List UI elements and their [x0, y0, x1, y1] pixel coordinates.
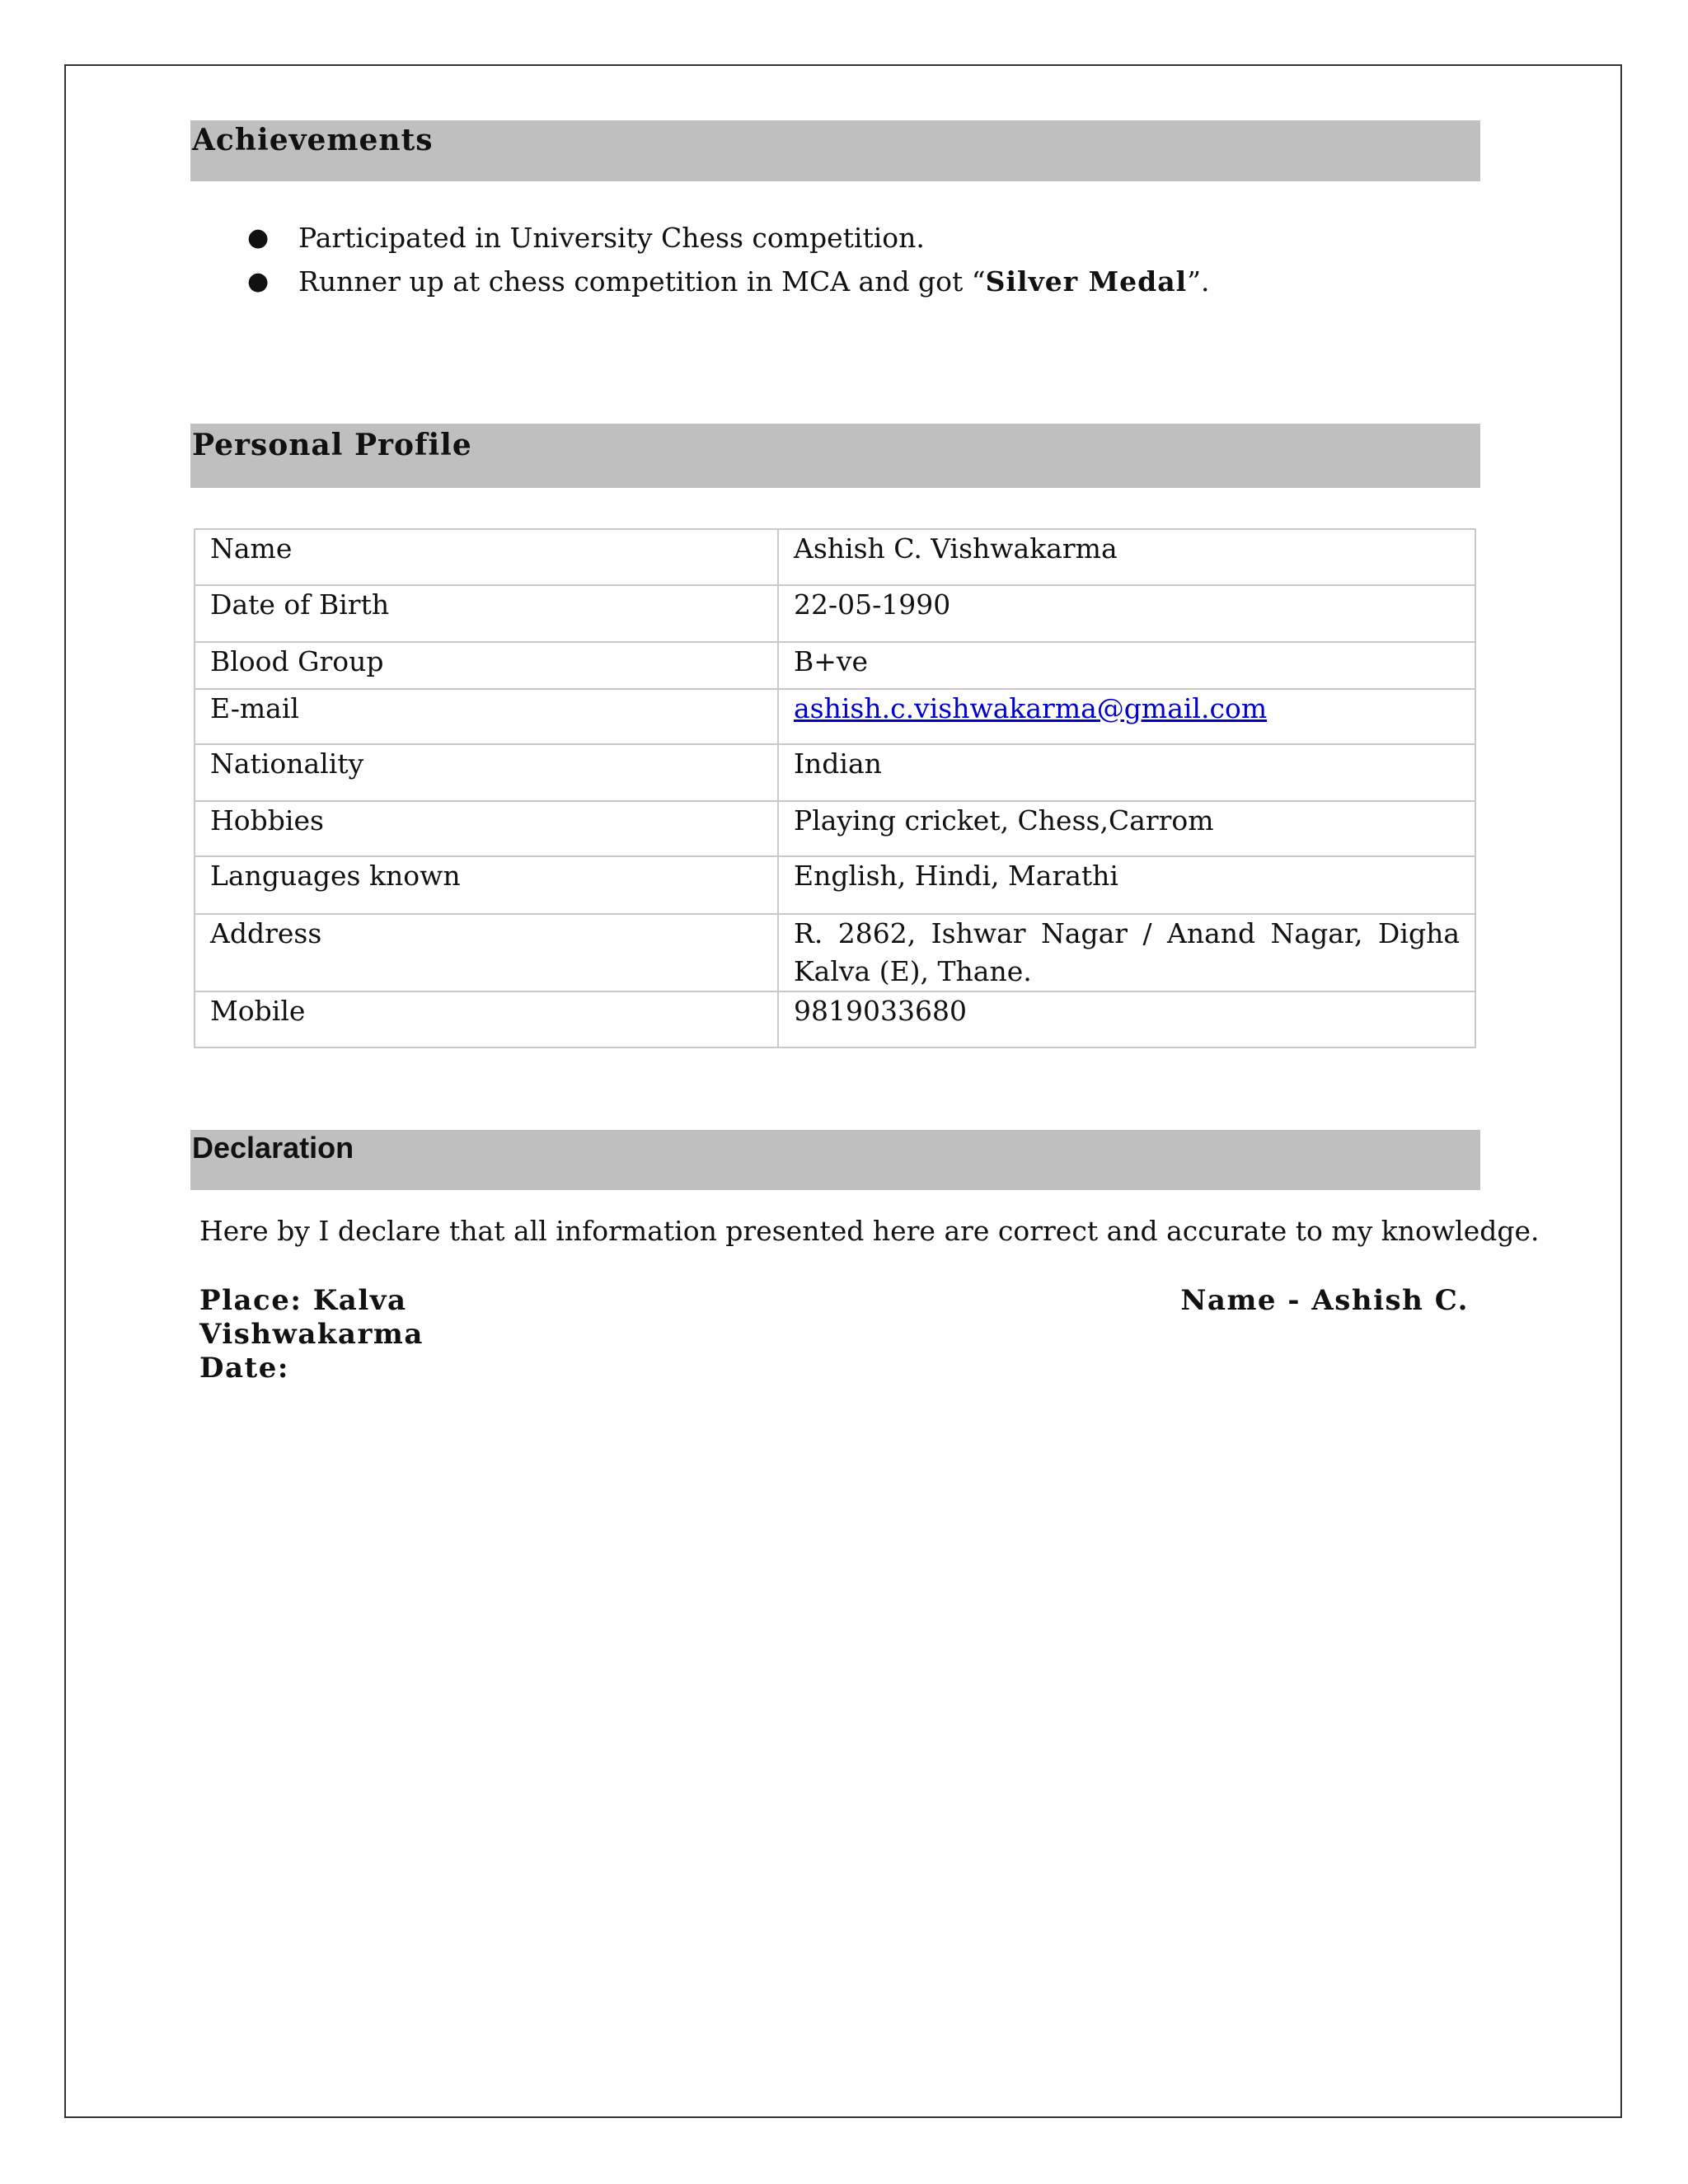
- place-label: Place: Kalva: [199, 1284, 407, 1317]
- row-key: Nationality: [195, 744, 778, 801]
- list-item: [247, 216, 1210, 260]
- row-value: Playing cricket, Chess,Carrom: [778, 801, 1475, 856]
- table-row: [195, 801, 1475, 856]
- row-value: B+ve: [778, 642, 1475, 689]
- declaration-text: Here by I declare that all information presented here are correct and accurate to my knowledge.: [199, 1215, 1540, 1247]
- row-value: R. 2862, Ishwar Nagar / Anand Nagar, Digha Kalva (E), Thane.: [778, 914, 1475, 991]
- row-value: Ashish C. Vishwakarma: [778, 529, 1475, 585]
- row-key: Name: [195, 529, 778, 585]
- row-key: Mobile: [195, 991, 778, 1047]
- row-key: Date of Birth: [195, 585, 778, 642]
- table-row: [195, 991, 1475, 1047]
- personal-profile-title: Personal Profile: [192, 428, 472, 462]
- email-link[interactable]: ashish.c.vishwakarma@gmail.com: [794, 692, 1268, 724]
- list-item: [247, 260, 1210, 303]
- achievements-header: [190, 120, 1480, 181]
- date-label: Date:: [199, 1352, 289, 1385]
- row-value: Indian: [778, 744, 1475, 801]
- table-row: [195, 529, 1475, 585]
- row-key: Hobbies: [195, 801, 778, 856]
- row-key: Languages known: [195, 856, 778, 914]
- row-value: [778, 689, 1475, 744]
- table-row: [195, 689, 1475, 744]
- achievement-highlight: Silver Medal: [985, 265, 1188, 298]
- table-row: [195, 744, 1475, 801]
- achievement-text: Participated in University Chess competition.: [298, 222, 925, 254]
- declaration-title: Declaration: [192, 1131, 354, 1165]
- personal-profile-table: [194, 528, 1476, 1048]
- row-key: Address: [195, 914, 778, 991]
- signature-block: [199, 1284, 424, 1385]
- table-row: [195, 642, 1475, 689]
- table-row: [195, 585, 1475, 642]
- table-row: [195, 856, 1475, 914]
- row-key: E-mail: [195, 689, 778, 744]
- row-value: 9819033680: [778, 991, 1475, 1047]
- bullet-icon: ●: [247, 223, 270, 252]
- table-row: [195, 914, 1475, 991]
- signature-name: Name - Ashish C.: [1180, 1284, 1469, 1317]
- declaration-header: [190, 1130, 1480, 1190]
- achievements-list: [247, 216, 1210, 303]
- page-border: [64, 64, 1622, 2118]
- achievement-suffix: ”.: [1187, 265, 1210, 298]
- name-continuation: Vishwakarma: [199, 1318, 424, 1351]
- personal-profile-header: [190, 424, 1480, 488]
- bullet-icon: ●: [247, 267, 270, 296]
- row-value: 22-05-1990: [778, 585, 1475, 642]
- achievement-text: Runner up at chess competition in MCA and got “: [298, 265, 986, 298]
- row-key: Blood Group: [195, 642, 778, 689]
- row-value: English, Hindi, Marathi: [778, 856, 1475, 914]
- achievements-title: Achievements: [192, 123, 434, 157]
